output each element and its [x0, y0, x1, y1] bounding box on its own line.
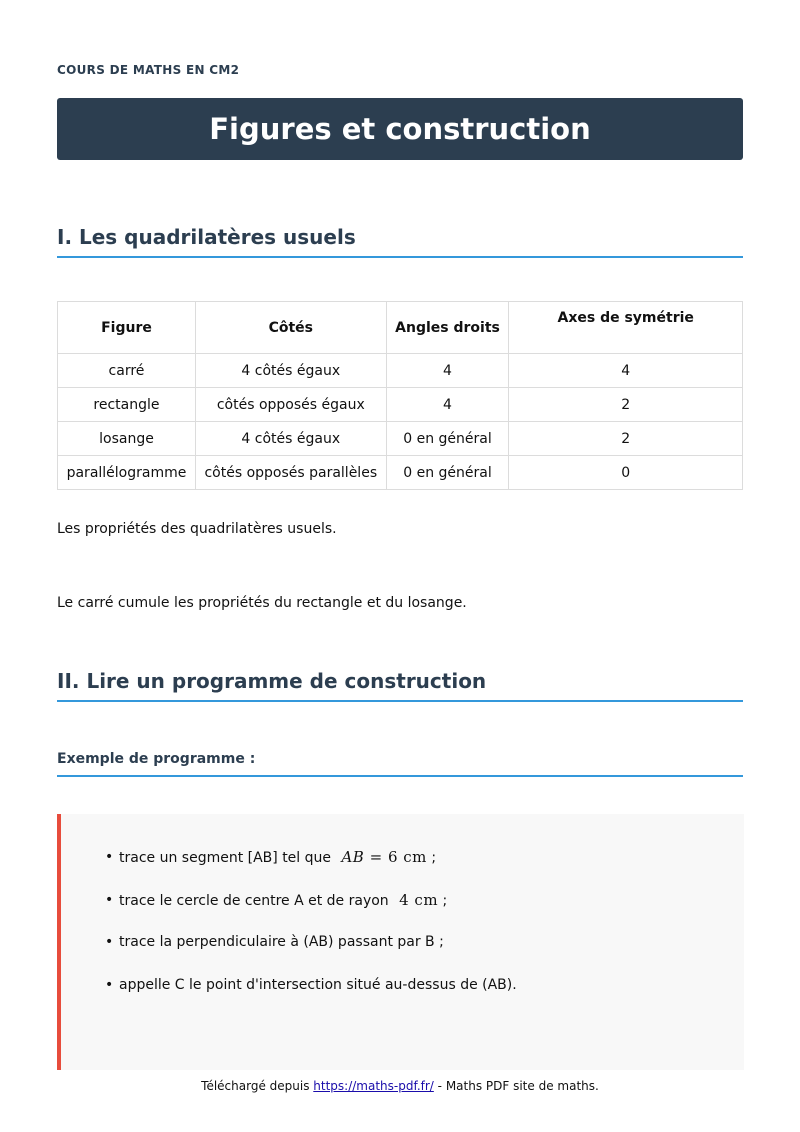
step-text: trace le cercle de centre A et de rayon — [119, 892, 389, 909]
section-heading-quadrilateres: I. Les quadrilatères usuels — [57, 225, 743, 258]
table-row — [58, 388, 743, 422]
table-cell: côtés opposés parallèles — [195, 456, 386, 490]
column-header-cotes: Côtés — [195, 302, 386, 354]
math-value: = 6 cm — [369, 848, 427, 866]
table-cell: parallélogramme — [58, 456, 196, 490]
step-text: trace un segment [AB] tel que — [119, 850, 332, 866]
title-banner — [57, 98, 743, 160]
table-cell: rectangle — [58, 388, 196, 422]
table-header-row — [58, 302, 743, 354]
subheading-exemple: Exemple de programme : — [57, 751, 743, 777]
table-row — [58, 422, 743, 456]
math-value: 4 cm — [399, 890, 439, 909]
note-paragraph: Le carré cumule les propriétés du rectangle et du losange. — [57, 595, 467, 611]
column-header-axes-symetrie: Axes de symétrie — [509, 302, 743, 354]
table-cell: carré — [58, 354, 196, 388]
table-cell: 4 — [386, 354, 509, 388]
table-cell: 0 — [509, 456, 743, 490]
construction-program-callout — [57, 814, 744, 1070]
list-item — [105, 890, 517, 933]
table-cell: 4 côtés égaux — [195, 422, 386, 456]
step-text: trace la perpendiculaire à (AB) passant par B ; — [119, 934, 444, 950]
table-cell: 2 — [509, 422, 743, 456]
table-row — [58, 354, 743, 388]
table-caption: Les propriétés des quadrilatères usuels. — [57, 521, 337, 537]
table-cell: 0 en général — [386, 422, 509, 456]
course-label: COURS DE MATHS EN CM2 — [57, 63, 240, 77]
table-row — [58, 456, 743, 490]
list-item — [105, 847, 517, 890]
table-cell: losange — [58, 422, 196, 456]
construction-steps-list — [105, 847, 517, 1017]
page-title: Figures et construction — [209, 112, 591, 146]
step-suffix: ; — [431, 850, 437, 866]
table-cell: 2 — [509, 388, 743, 422]
table-cell: côtés opposés égaux — [195, 388, 386, 422]
footer — [0, 1079, 800, 1093]
math-expression — [341, 848, 426, 866]
step-suffix: ; — [442, 892, 448, 909]
math-variable: AB — [341, 848, 365, 866]
table-cell: 4 — [509, 354, 743, 388]
footer-link[interactable]: https://maths-pdf.fr/ — [313, 1079, 434, 1093]
list-item — [105, 975, 517, 1018]
list-item — [105, 932, 517, 975]
column-header-figure: Figure — [58, 302, 196, 354]
footer-suffix: - Maths PDF site de maths. — [437, 1079, 599, 1093]
quadrilateral-properties-table — [57, 301, 743, 490]
section-heading-programme: II. Lire un programme de construction — [57, 669, 743, 702]
table-cell: 0 en général — [386, 456, 509, 490]
step-text: appelle C le point d'intersection situé au-dessus de (AB). — [119, 976, 517, 993]
table-cell: 4 — [386, 388, 509, 422]
footer-prefix: Téléchargé depuis — [201, 1079, 310, 1093]
table-cell: 4 côtés égaux — [195, 354, 386, 388]
column-header-angles-droits: Angles droits — [386, 302, 509, 354]
